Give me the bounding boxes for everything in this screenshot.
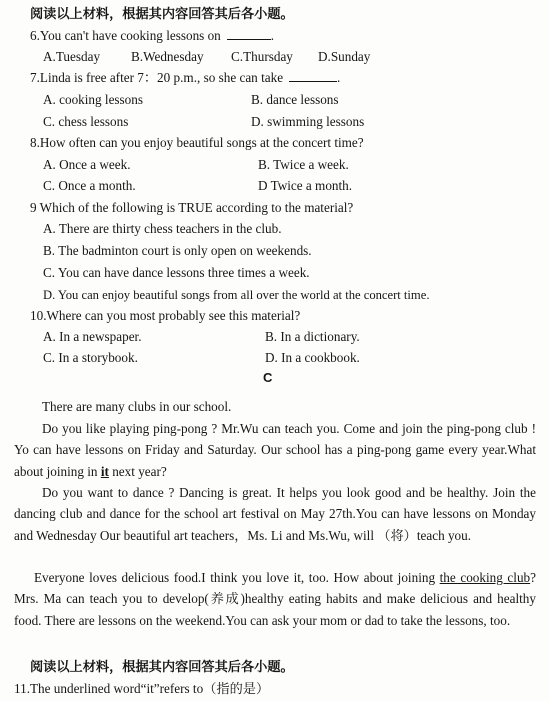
- question-10-stem: 10.Where can you most probably see this material?: [30, 308, 301, 323]
- instruction-bottom: 阅读以上材料，根据其内容回答其后各小题。: [30, 659, 294, 674]
- passage-text: Do you like playing ping-pong ? Mr.Wu can teach you. Come and join the ping-pong club ! Yo can have lessons on Friday and Saturday. Our school has a ping-pong game every year.What about joining in: [14, 421, 536, 479]
- q8-option-a: A. Once a week.: [43, 157, 131, 172]
- q6-option-a: A.Tuesday: [43, 49, 101, 64]
- question-11-stem: 11.The underlined word“it”refers to（指的是）: [14, 681, 270, 696]
- passage-text: Everyone loves delicious food.I think you love it, too. How about joining: [34, 570, 440, 585]
- q7-option-b: B. dance lessons: [251, 92, 339, 107]
- q10-option-b: B. In a dictionary.: [265, 329, 360, 344]
- answer-blank: [227, 28, 271, 40]
- underlined-word-it: it: [100, 463, 109, 479]
- q9-option-a: A. There are thirty chess teachers in the club.: [43, 221, 282, 236]
- q10-option-a: A. In a newspaper.: [43, 329, 142, 344]
- q10-option-d: D. In a cookbook.: [265, 350, 360, 365]
- q6-option-d: D.Sunday: [318, 49, 371, 64]
- passage-text: ? Mrs. Ma can teach you to develop(养成)healthy eating habits and make delicious and healthy food. There are lessons on the weekend.You can ask your mom or dad to take the lessons, too.: [14, 570, 536, 628]
- q9-option-c: C. You can have dance lessons three times a week.: [43, 265, 310, 280]
- q7-option-a: A. cooking lessons: [43, 92, 144, 107]
- question-7-stem: 7.Linda is free after 7：20 p.m., so she can take: [30, 70, 284, 85]
- q9-option-d: D. You can enjoy beautiful songs from all over the world at the concert time.: [43, 288, 430, 302]
- instruction-top: 阅读以上材料，根据其内容回答其后各小题。: [30, 6, 294, 21]
- q7-option-d: D. swimming lessons: [251, 114, 365, 129]
- passage-text: Do you want to dance ? Dancing is great. It helps you look good and be healthy. Join the dancing club and dance for the school art festival on May 27th.You can have lessons on Monday and Wednesday Our beautiful art teachers，Ms. Li and Ms.Wu, will （将）teach you.: [14, 485, 536, 543]
- question-6-end: .: [270, 28, 275, 43]
- question-6: [30, 28, 274, 44]
- underlined-phrase-cooking-club: the cooking club: [439, 570, 531, 585]
- passage-text: There are many clubs in our school.: [42, 399, 232, 414]
- q7-option-c: C. chess lessons: [43, 114, 129, 129]
- q6-option-b: B.Wednesday: [131, 49, 204, 64]
- q8-option-b: B. Twice a week.: [258, 157, 349, 172]
- passage-paragraph-4: [14, 567, 536, 631]
- q8-option-c: C. Once a month.: [43, 178, 136, 193]
- question-9-stem: 9 Which of the following is TRUE according to the material?: [30, 200, 354, 215]
- answer-blank: [289, 70, 337, 82]
- passage-paragraph-1: [14, 396, 536, 417]
- q9-option-b: B. The badminton court is only open on weekends.: [43, 243, 312, 258]
- q10-option-c: C. In a storybook.: [43, 350, 138, 365]
- section-label: C: [263, 370, 273, 385]
- q6-option-c: C.Thursday: [231, 49, 293, 64]
- question-7: [30, 70, 340, 86]
- passage-paragraph-2: [14, 418, 536, 482]
- passage-text: next year?: [108, 463, 167, 479]
- q8-option-d: D Twice a month.: [258, 178, 353, 193]
- question-8-stem: 8.How often can you enjoy beautiful songs at the concert time?: [30, 135, 364, 150]
- question-7-end: .: [337, 70, 341, 85]
- passage-paragraph-3: [14, 482, 536, 546]
- question-6-stem: 6.You can't have cooking lessons on: [30, 28, 221, 43]
